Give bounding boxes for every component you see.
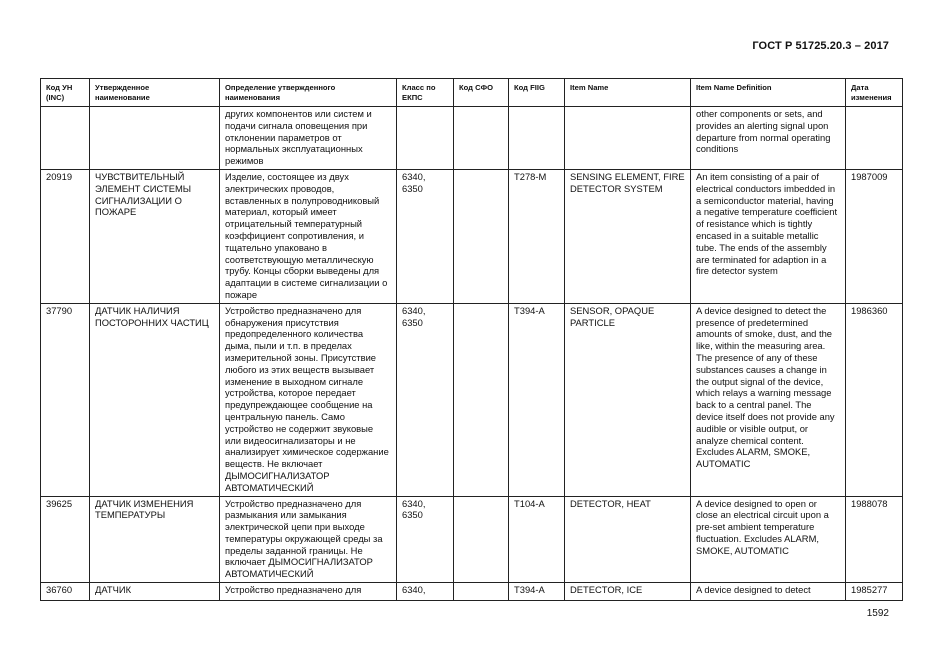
cell-ekps [397, 107, 454, 170]
classification-table [40, 78, 903, 601]
cell-date: 1986360 [846, 303, 903, 496]
cell-ekps: 6340, 6350 [397, 169, 454, 303]
page-number: 1592 [866, 608, 889, 619]
cell-sfo [454, 169, 509, 303]
cell-item-name [565, 107, 691, 170]
table-row [41, 107, 903, 170]
cell-date: 1985277 [846, 583, 903, 601]
cell-inc: 20919 [41, 169, 90, 303]
cell-inc [41, 107, 90, 170]
cell-definition: Устройство предназначено для обнаружения присутствия предопределенного количества дыма, пыли и т.п. в пределах измерительной зоны. Присутствие любого из этих веществ вызывает изменение в выходном сигнале устройства, которое передает предупреждающее сообщение на центральную панель. Само устройство не содержит звуковые или видеосигнализаторы и не анализирует химическое содержание веществ. Не включает ДЫМОСИГНАЛИЗАТОР АВТОМАТИЧЕСКИЙ [220, 303, 397, 496]
header-approved-name: Утвержденное наименование [90, 79, 220, 107]
cell-inc: 37790 [41, 303, 90, 496]
cell-name [90, 107, 220, 170]
cell-name: ДАТЧИК ИЗМЕНЕНИЯ ТЕМПЕРАТУРЫ [90, 496, 220, 583]
cell-sfo [454, 107, 509, 170]
cell-sfo [454, 583, 509, 601]
cell-date: 1987009 [846, 169, 903, 303]
cell-definition: Изделие, состоящее из двух электрических проводов, вставленных в полупроводниковый материал, который имеет отрицательный температурный коэффициент сопротивления, и тщательно упаковано в соответствующую металлическую трубу. Концы сборки выведены для адаптации в системе сигнализации о пожаре [220, 169, 397, 303]
cell-ekps: 6340, [397, 583, 454, 601]
table-header-row [41, 79, 903, 107]
header-fiig-code: Код FIIG [509, 79, 565, 107]
header-item-name: Item Name [565, 79, 691, 107]
header-item-name-definition: Item Name Definition [691, 79, 846, 107]
cell-item-definition: other components or sets, and provides an alerting signal upon departure from normal operating conditions [691, 107, 846, 170]
cell-inc: 36760 [41, 583, 90, 601]
cell-definition: других компонентов или систем и подачи сигнала оповещения при отклонении параметров от нормальных эксплуатационных режимов [220, 107, 397, 170]
cell-item-name: DETECTOR, HEAT [565, 496, 691, 583]
cell-name: ЧУВСТВИТЕЛЬНЫЙ ЭЛЕМЕНТ СИСТЕМЫ СИГНАЛИЗАЦИИ О ПОЖАРЕ [90, 169, 220, 303]
table-row [41, 169, 903, 303]
table-row [41, 496, 903, 583]
cell-fiig: T104-A [509, 496, 565, 583]
cell-date: 1988078 [846, 496, 903, 583]
cell-sfo [454, 303, 509, 496]
cell-definition: Устройство предназначено для размыкания или замыкания электрической цепи при выходе температуры окружающей среды за пределы заданной границы. Не включает ДЫМОСИГНАЛИЗАТОР АВТОМАТИЧЕСКИЙ [220, 496, 397, 583]
cell-item-name: SENSOR, OPAQUE PARTICLE [565, 303, 691, 496]
cell-name: ДАТЧИК НАЛИЧИЯ ПОСТОРОННИХ ЧАСТИЦ [90, 303, 220, 496]
cell-fiig: T278-M [509, 169, 565, 303]
cell-sfo [454, 496, 509, 583]
header-sfo-code: Код СФО [454, 79, 509, 107]
cell-definition: Устройство предназначено для [220, 583, 397, 601]
header-ekps-class: Класс по ЕКПС [397, 79, 454, 107]
cell-fiig: T394-A [509, 583, 565, 601]
cell-inc: 39625 [41, 496, 90, 583]
header-name-definition: Определение утвержденного наименования [220, 79, 397, 107]
table-row [41, 303, 903, 496]
cell-name: ДАТЧИК [90, 583, 220, 601]
cell-fiig [509, 107, 565, 170]
cell-item-definition: A device designed to detect [691, 583, 846, 601]
cell-item-definition: A device designed to open or close an electrical circuit upon a pre-set ambient temperature fluctuation. Excludes ALARM, SMOKE, AUTOMATIC [691, 496, 846, 583]
cell-fiig: T394-A [509, 303, 565, 496]
header-change-date: Дата изменения [846, 79, 903, 107]
cell-ekps: 6340, 6350 [397, 496, 454, 583]
header-inc-code: Код УН (INC) [41, 79, 90, 107]
cell-date [846, 107, 903, 170]
cell-ekps: 6340, 6350 [397, 303, 454, 496]
cell-item-definition: An item consisting of a pair of electrical conductors imbedded in a semiconductor material, having a negative temperature coefficient of resistance which is tightly encased in a suitable metallic tube. The ends of the assembly are terminated for adaption in a fire detector system [691, 169, 846, 303]
cell-item-name: SENSING ELEMENT, FIRE DETECTOR SYSTEM [565, 169, 691, 303]
table-row [41, 583, 903, 601]
cell-item-definition: A device designed to detect the presence of predetermined amounts of smoke, dust, and the like, within the measuring area. The presence of any of these substances causes a change in the output signal of the device, which relays a warning message back to a central panel. The device itself does not provide any audible or visible output, or analyze chemical content. Excludes ALARM, SMOKE, AUTOMATIC [691, 303, 846, 496]
document-standard-title: ГОСТ Р 51725.20.3 – 2017 [752, 40, 889, 52]
cell-item-name: DETECTOR, ICE [565, 583, 691, 601]
